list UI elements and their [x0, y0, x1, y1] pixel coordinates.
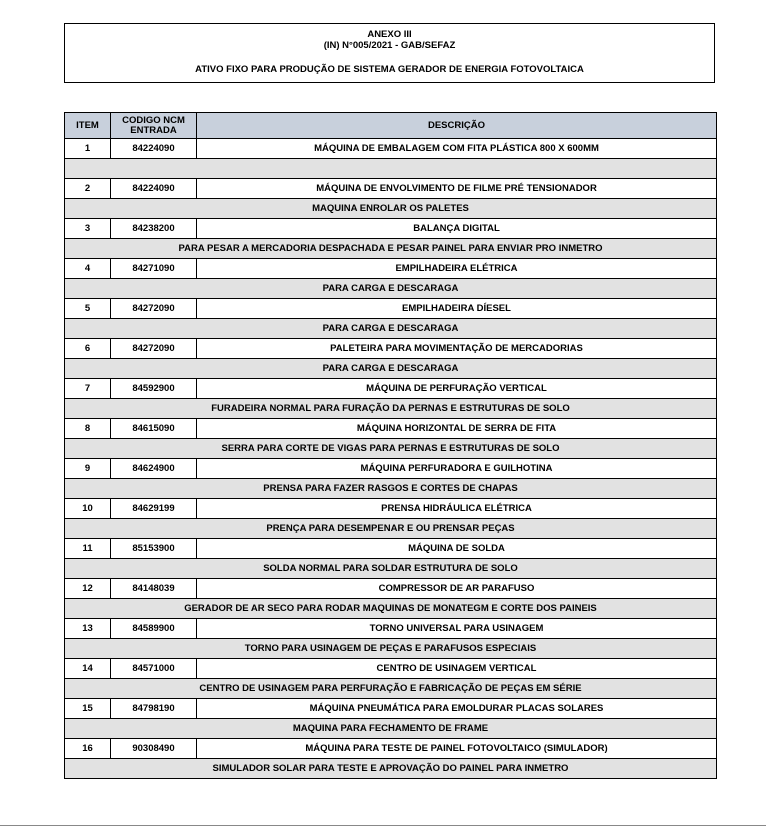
cell-note: PRENSA PARA FAZER RASGOS E CORTES DE CHAPAS: [65, 479, 717, 499]
cell-ncm: 84624900: [111, 459, 197, 479]
table-row: [65, 259, 717, 279]
cell-item: 16: [65, 739, 111, 759]
cell-description: MÁQUINA DE EMBALAGEM COM FITA PLÁSTICA 800 X 600MM: [197, 139, 717, 159]
cell-description: MÁQUINA PERFURADORA E GUILHOTINA: [197, 459, 717, 479]
cell-ncm: 84615090: [111, 419, 197, 439]
cell-description: COMPRESSOR DE AR PARAFUSO: [197, 579, 717, 599]
table-note-row: [65, 319, 717, 339]
ncm-table: [64, 112, 717, 779]
cell-note: MAQUINA ENROLAR OS PALETES: [65, 199, 717, 219]
cell-description: TORNO UNIVERSAL PARA USINAGEM: [197, 619, 717, 639]
cell-note: PARA CARGA E DESCARAGA: [65, 319, 717, 339]
table-note-row: [65, 199, 717, 219]
cell-description: EMPILHADEIRA DÍESEL: [197, 299, 717, 319]
table-header-row: [65, 113, 717, 139]
document-subject: ATIVO FIXO PARA PRODUÇÃO DE SISTEMA GERADOR DE ENERGIA FOTOVOLTAICA: [195, 64, 584, 75]
cell-description: CENTRO DE USINAGEM VERTICAL: [197, 659, 717, 679]
table-row: [65, 219, 717, 239]
table-row: [65, 179, 717, 199]
cell-ncm: 84224090: [111, 139, 197, 159]
cell-note: PARA CARGA E DESCARAGA: [65, 359, 717, 379]
cell-ncm: 84589900: [111, 619, 197, 639]
table-note-row: [65, 359, 717, 379]
annex-title: ANEXO III: [367, 29, 412, 40]
table-row: [65, 419, 717, 439]
column-header-ncm-line1: CODIGO NCM: [122, 114, 185, 126]
column-header-ncm-line2: ENTRADA: [130, 124, 177, 136]
cell-note: PRENÇA PARA DESEMPENAR E OU PRENSAR PEÇAS: [65, 519, 717, 539]
table-row: [65, 379, 717, 399]
cell-item: 3: [65, 219, 111, 239]
cell-note: SOLDA NORMAL PARA SOLDAR ESTRUTURA DE SOLO: [65, 559, 717, 579]
table-note-row: [65, 759, 717, 779]
cell-description: BALANÇA DIGITAL: [197, 219, 717, 239]
cell-ncm: 84798190: [111, 699, 197, 719]
table-row: [65, 619, 717, 639]
table-note-row: [65, 719, 717, 739]
cell-ncm: 90308490: [111, 739, 197, 759]
cell-note: MAQUINA PARA FECHAMENTO DE FRAME: [65, 719, 717, 739]
cell-ncm: 85153900: [111, 539, 197, 559]
page-bottom-divider: [0, 825, 766, 826]
cell-ncm: 84148039: [111, 579, 197, 599]
cell-description: EMPILHADEIRA ELÉTRICA: [197, 259, 717, 279]
table-note-row: [65, 399, 717, 419]
cell-ncm: 84224090: [111, 179, 197, 199]
cell-ncm: 84271090: [111, 259, 197, 279]
table-row: [65, 659, 717, 679]
cell-item: 8: [65, 419, 111, 439]
table-row: [65, 459, 717, 479]
table-note-row: [65, 599, 717, 619]
cell-note: PARA PESAR A MERCADORIA DESPACHADA E PESAR PAINEL PARA ENVIAR PRO INMETRO: [65, 239, 717, 259]
normative-reference: (IN) N°005/2021 - GAB/SEFAZ: [323, 40, 456, 51]
cell-item: 10: [65, 499, 111, 519]
table-note-row: [65, 479, 717, 499]
cell-description: MÁQUINA DE PERFURAÇÃO VERTICAL: [197, 379, 717, 399]
table-note-row: [65, 519, 717, 539]
table-row: [65, 139, 717, 159]
cell-item: 15: [65, 699, 111, 719]
table-row: [65, 299, 717, 319]
cell-item: 5: [65, 299, 111, 319]
cell-ncm: 84571000: [111, 659, 197, 679]
cell-item: 12: [65, 579, 111, 599]
column-header-item: ITEM: [65, 113, 111, 139]
table-note-row: [65, 679, 717, 699]
cell-note: [65, 159, 717, 179]
cell-description: PRENSA HIDRÁULICA ELÉTRICA: [197, 499, 717, 519]
cell-note: TORNO PARA USINAGEM DE PEÇAS E PARAFUSOS ESPECIAIS: [65, 639, 717, 659]
cell-item: 4: [65, 259, 111, 279]
cell-note: PARA CARGA E DESCARAGA: [65, 279, 717, 299]
table-note-row: [65, 439, 717, 459]
annex-header: [64, 23, 715, 83]
cell-description: PALETEIRA PARA MOVIMENTAÇÃO DE MERCADORIAS: [197, 339, 717, 359]
cell-item: 9: [65, 459, 111, 479]
table-row: [65, 739, 717, 759]
cell-description: MÁQUINA PNEUMÁTICA PARA EMOLDURAR PLACAS SOLARES: [197, 699, 717, 719]
cell-ncm: 84238200: [111, 219, 197, 239]
cell-item: 13: [65, 619, 111, 639]
table-row: [65, 339, 717, 359]
cell-note: GERADOR DE AR SECO PARA RODAR MAQUINAS DE MONATEGM E CORTE DOS PAINEIS: [65, 599, 717, 619]
table-row: [65, 699, 717, 719]
table-row: [65, 539, 717, 559]
cell-item: 14: [65, 659, 111, 679]
cell-ncm: 84272090: [111, 339, 197, 359]
cell-description: MÁQUINA PARA TESTE DE PAINEL FOTOVOLTAICO (SIMULADOR): [197, 739, 717, 759]
table-row: [65, 579, 717, 599]
cell-item: 1: [65, 139, 111, 159]
column-header-ncm: [111, 113, 197, 139]
cell-description: MÁQUINA HORIZONTAL DE SERRA DE FITA: [197, 419, 717, 439]
cell-ncm: 84592900: [111, 379, 197, 399]
cell-description: MÁQUINA DE ENVOLVIMENTO DE FILME PRÉ TENSIONADOR: [197, 179, 717, 199]
table-note-row: [65, 639, 717, 659]
table-note-row: [65, 559, 717, 579]
table-note-row: [65, 279, 717, 299]
table-note-row: [65, 239, 717, 259]
cell-note: SIMULADOR SOLAR PARA TESTE E APROVAÇÃO DO PAINEL PARA INMETRO: [65, 759, 717, 779]
cell-item: 7: [65, 379, 111, 399]
cell-item: 2: [65, 179, 111, 199]
cell-item: 6: [65, 339, 111, 359]
cell-description: MÁQUINA DE SOLDA: [197, 539, 717, 559]
cell-ncm: 84629199: [111, 499, 197, 519]
cell-ncm: 84272090: [111, 299, 197, 319]
table-note-row: [65, 159, 717, 179]
cell-note: CENTRO DE USINAGEM PARA PERFURAÇÃO E FABRICAÇÃO DE PEÇAS EM SÉRIE: [65, 679, 717, 699]
cell-note: SERRA PARA CORTE DE VIGAS PARA PERNAS E ESTRUTURAS DE SOLO: [65, 439, 717, 459]
table-row: [65, 499, 717, 519]
cell-item: 11: [65, 539, 111, 559]
table-body: [65, 139, 717, 779]
column-header-description: DESCRIÇÃO: [197, 113, 717, 139]
cell-note: FURADEIRA NORMAL PARA FURAÇÃO DA PERNAS E ESTRUTURAS DE SOLO: [65, 399, 717, 419]
